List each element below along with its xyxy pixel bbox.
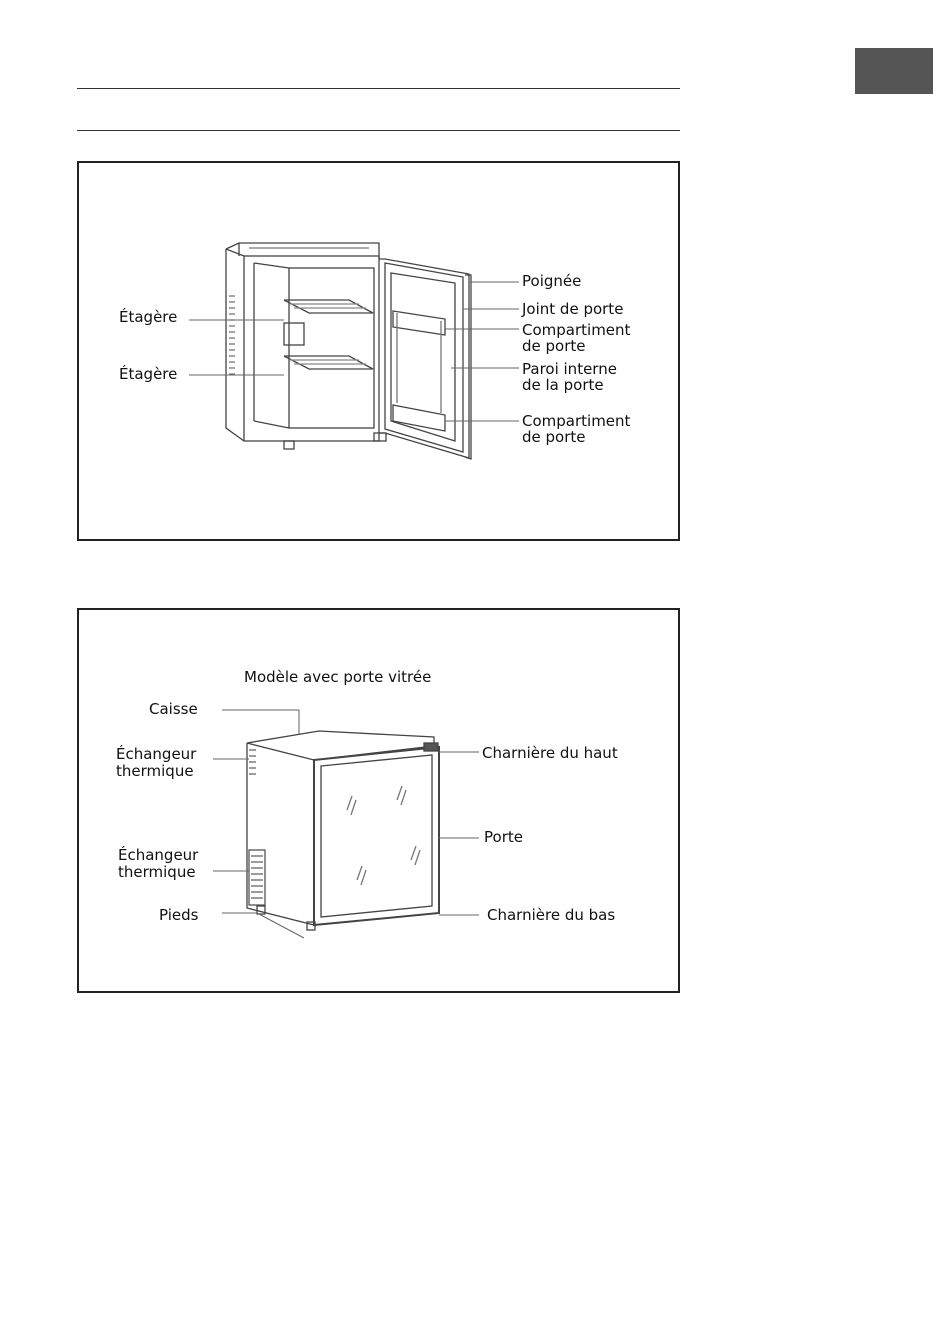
label-heat-exchanger-top-2: thermique [116,762,194,780]
label-heat-exchanger-bottom-1: Échangeur [118,846,199,864]
label-body: Caisse [149,700,198,718]
label-door-compartment-top-2: de porte [522,337,586,355]
header-rule-bottom [77,130,680,131]
label-feet: Pieds [159,906,199,924]
open-fridge-drawing [79,163,682,543]
label-handle: Poignée [522,272,582,290]
language-tab [855,48,933,94]
label-inner-door-wall-2: de la porte [522,376,604,394]
label-top-hinge: Charnière du haut [482,744,618,762]
figure-glass-door-model [77,608,680,993]
label-inner-door-wall-1: Paroi interne [522,360,617,378]
label-door-seal: Joint de porte [522,300,624,318]
label-door: Porte [484,828,523,846]
label-heat-exchanger-top-1: Échangeur [116,745,197,763]
label-shelf-bottom: Étagère [119,365,178,383]
figure-title: Modèle avec porte vitrée [244,668,432,686]
label-bottom-hinge: Charnière du bas [487,906,616,924]
label-door-compartment-bottom-2: de porte [522,428,586,446]
label-shelf-top: Étagère [119,308,178,326]
label-heat-exchanger-bottom-2: thermique [118,863,196,881]
figure-open-fridge [77,161,680,541]
label-door-compartment-bottom-1: Compartiment [522,412,631,430]
label-door-compartment-top-1: Compartiment [522,321,631,339]
header-rule-top [77,88,680,89]
